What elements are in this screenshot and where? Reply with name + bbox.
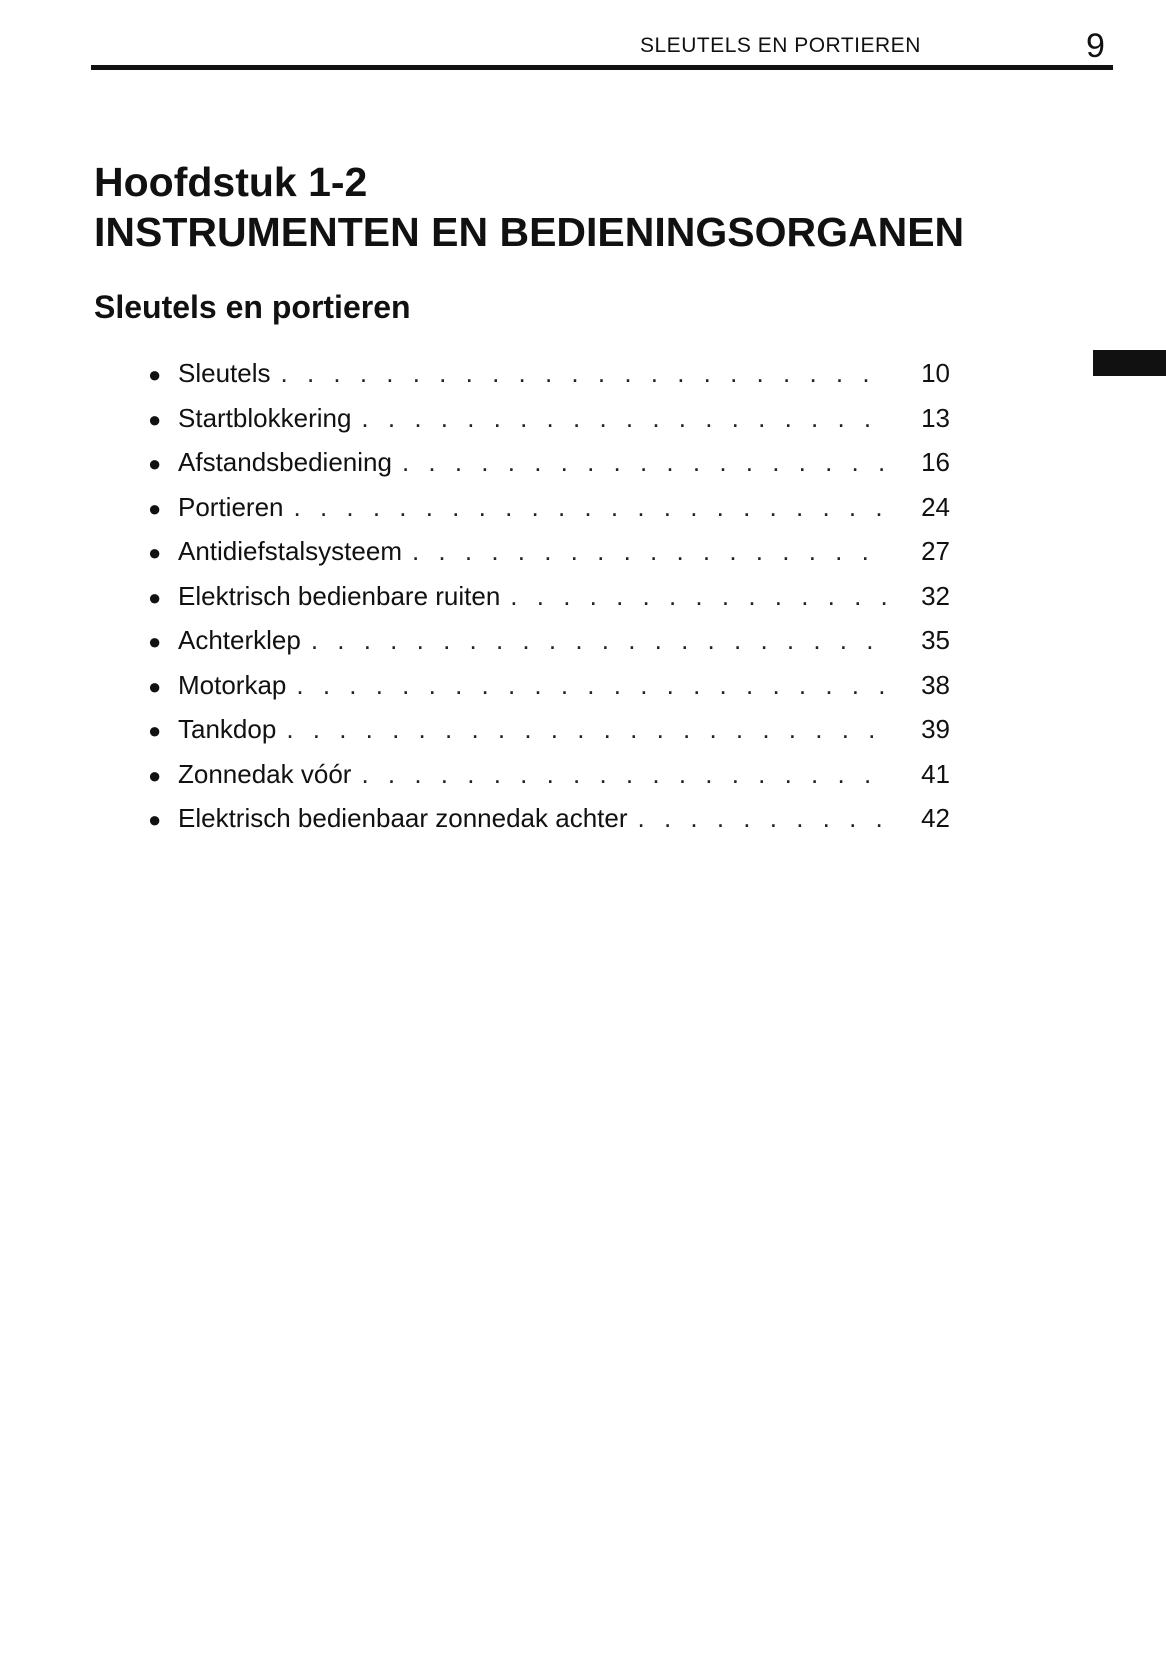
toc-item-label: Sleutels xyxy=(178,358,271,388)
toc-dot-leader xyxy=(402,446,888,478)
toc-dot-leader xyxy=(412,535,888,567)
bullet-icon: ● xyxy=(148,673,162,699)
bullet-icon: ● xyxy=(148,629,162,654)
toc-item-zonnedak-voor[interactable] xyxy=(148,758,950,803)
toc-item-page: 38 xyxy=(921,669,950,700)
toc-dot-leader xyxy=(311,624,888,656)
toc-dot-leader xyxy=(294,491,889,523)
toc-dot-leader xyxy=(361,758,888,790)
toc-item-page: 10 xyxy=(921,358,950,388)
toc-item-page: 16 xyxy=(921,447,950,477)
toc-item-page: 27 xyxy=(921,536,950,566)
toc-item-startblokkering[interactable] xyxy=(148,402,950,447)
toc-item-page: 32 xyxy=(921,580,950,611)
toc-dot-leader xyxy=(286,713,888,745)
section-title: Sleutels en portieren xyxy=(94,289,411,325)
bullet-icon: ● xyxy=(148,584,162,610)
toc-item-antidiefstalsysteem[interactable] xyxy=(148,535,950,580)
toc-dot-leader xyxy=(296,669,888,701)
bullet-icon: ● xyxy=(148,540,162,565)
running-header: SLEUTELS EN PORTIEREN xyxy=(640,34,921,57)
toc-item-label: Motorkap xyxy=(178,669,287,700)
toc-dot-leader xyxy=(281,357,889,389)
bullet-icon: ● xyxy=(148,762,162,788)
chapter-thumb-tab xyxy=(1093,350,1166,376)
toc-item-page: 13 xyxy=(921,402,950,433)
toc-item-page: 39 xyxy=(921,714,950,744)
page-number: 9 xyxy=(1086,27,1105,65)
bullet-icon: ● xyxy=(148,495,162,521)
toc-item-label: Afstandsbediening xyxy=(178,447,392,477)
toc-item-portieren[interactable] xyxy=(148,491,950,536)
chapter-number: Hoofdstuk 1-2 xyxy=(94,159,368,205)
toc-dot-leader xyxy=(361,402,888,434)
toc-item-afstandsbediening[interactable] xyxy=(148,446,950,491)
toc-item-label: Elektrisch bedienbare ruiten xyxy=(178,580,501,611)
bullet-icon: ● xyxy=(148,718,162,743)
bullet-icon: ● xyxy=(148,406,162,432)
toc-item-label: Zonnedak vóór xyxy=(178,758,352,789)
toc-item-label: Tankdop xyxy=(178,714,277,744)
toc-item-label: Elektrisch bedienbaar zonnedak achter xyxy=(178,803,628,833)
toc-item-page: 35 xyxy=(921,625,950,655)
toc-item-page: 42 xyxy=(921,803,950,833)
toc-item-label: Achterklep xyxy=(178,625,301,655)
toc-item-page: 24 xyxy=(921,491,950,522)
toc-item-label: Portieren xyxy=(178,491,284,522)
bullet-icon: ● xyxy=(148,362,162,387)
toc-item-sleutels[interactable] xyxy=(148,357,950,402)
toc-item-elektrisch-bedienbare-ruiten[interactable] xyxy=(148,580,950,625)
bullet-icon: ● xyxy=(148,807,162,832)
toc-dot-leader xyxy=(638,802,888,834)
toc-item-page: 41 xyxy=(921,758,950,789)
bullet-icon: ● xyxy=(148,451,162,476)
toc-item-motorkap[interactable] xyxy=(148,669,950,714)
toc-dot-leader xyxy=(510,580,888,612)
chapter-title: INSTRUMENTEN EN BEDIENINGSORGANEN xyxy=(94,209,965,255)
toc-item-zonnedak-achter[interactable] xyxy=(148,802,950,847)
toc-item-achterklep[interactable] xyxy=(148,624,950,669)
header-rule xyxy=(91,65,1113,70)
toc-item-label: Startblokkering xyxy=(178,402,352,433)
toc-item-tankdop[interactable] xyxy=(148,713,950,758)
table-of-contents xyxy=(148,357,950,847)
toc-item-label: Antidiefstalsysteem xyxy=(178,536,402,566)
